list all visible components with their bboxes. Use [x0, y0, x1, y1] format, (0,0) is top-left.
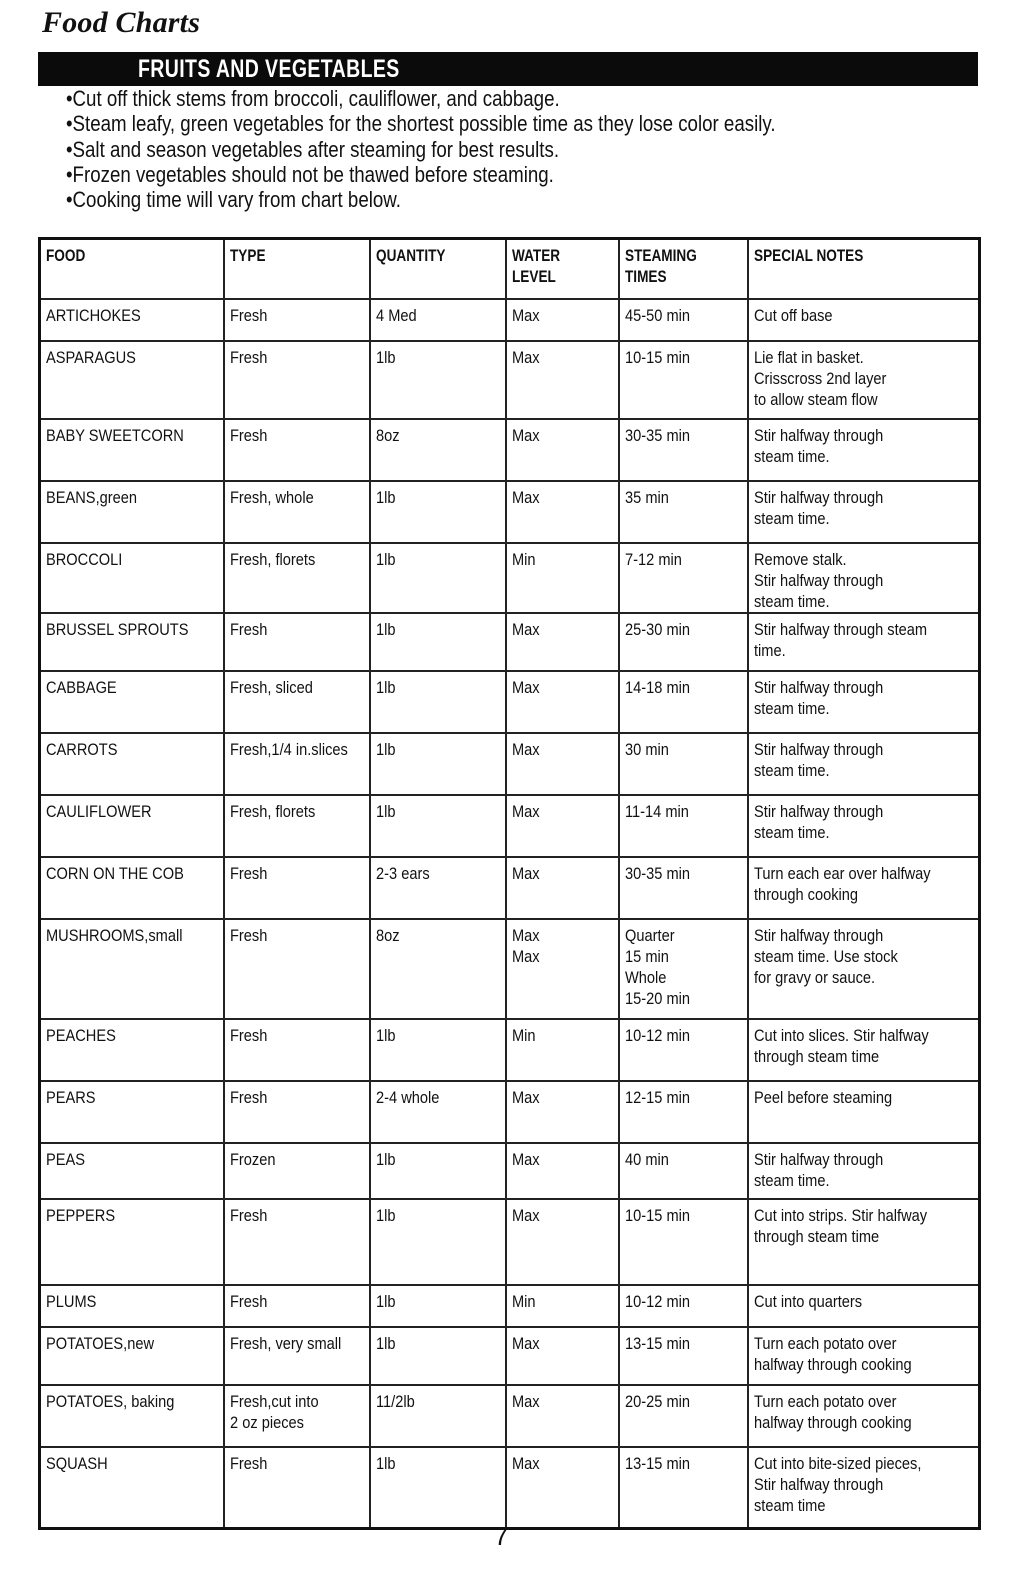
cell-special-notes	[748, 1385, 980, 1447]
cell-food	[40, 1327, 224, 1385]
food-text: CARROTS	[46, 739, 118, 759]
cell-steaming-times	[619, 341, 748, 419]
food-text: PLUMS	[46, 1291, 97, 1311]
cell-special-notes	[748, 481, 980, 543]
cell-type	[224, 857, 370, 919]
header-label: TYPE	[229, 246, 266, 265]
cell-water-level	[506, 671, 619, 733]
cell-steaming-times	[619, 1081, 748, 1143]
water-level-text: Max	[511, 425, 540, 445]
cell-steaming-times	[619, 419, 748, 481]
steaming-chart-table	[38, 237, 981, 1530]
cell-food	[40, 795, 224, 857]
type-text: Fresh, very small	[229, 1333, 341, 1353]
cell-quantity	[370, 299, 506, 341]
cell-steaming-times	[619, 795, 748, 857]
water-level-text: Max	[511, 1205, 540, 1225]
quantity-text: 1lb	[375, 1291, 396, 1311]
tip-item: • Cooking time will vary from chart below.	[66, 187, 776, 212]
food-text: SQUASH	[46, 1453, 108, 1473]
special-notes-text: Turn each potato over halfway through cooking	[753, 1391, 912, 1432]
water-level-text: Max	[511, 801, 540, 821]
table-header-row	[40, 239, 980, 299]
type-text: Fresh,1/4 in.slices	[229, 739, 348, 759]
special-notes-text: Peel before steaming	[753, 1087, 892, 1107]
table-row	[40, 1285, 980, 1327]
food-text: PEARS	[46, 1087, 96, 1107]
special-notes-text: Cut into slices. Stir halfway through steam time	[753, 1025, 929, 1066]
water-level-text: Max	[511, 1453, 540, 1473]
type-text: Fresh, sliced	[229, 677, 313, 697]
steaming-times-text: 30-35 min	[624, 425, 690, 445]
cell-quantity	[370, 671, 506, 733]
cell-special-notes	[748, 1199, 980, 1285]
cell-special-notes	[748, 341, 980, 419]
cell-quantity	[370, 1327, 506, 1385]
cell-quantity	[370, 1447, 506, 1529]
table-row	[40, 341, 980, 419]
cell-special-notes	[748, 1447, 980, 1529]
steaming-times-text: 13-15 min	[624, 1453, 690, 1473]
cell-food	[40, 1019, 224, 1081]
cell-water-level	[506, 1447, 619, 1529]
food-text: PEACHES	[46, 1025, 116, 1045]
cell-food	[40, 671, 224, 733]
special-notes-text: Turn each ear over halfway through cooking	[753, 863, 931, 904]
cell-water-level	[506, 419, 619, 481]
cell-water-level	[506, 1081, 619, 1143]
header-label: WATER LEVEL	[511, 246, 560, 286]
header-label: SPECIAL NOTES	[753, 246, 863, 265]
cell-type	[224, 919, 370, 1019]
quantity-text: 1lb	[375, 1149, 396, 1169]
cell-water-level	[506, 543, 619, 613]
tip-item: • Cut off thick stems from broccoli, cauliflower, and cabbage.	[66, 86, 776, 111]
steaming-times-text: 25-30 min	[624, 619, 690, 639]
type-text: Fresh,cut into 2 oz pieces	[229, 1391, 319, 1432]
food-text: MUSHROOMS,small	[46, 925, 183, 945]
cell-water-level	[506, 1019, 619, 1081]
table-row	[40, 613, 980, 671]
special-notes-text: Stir halfway through steam time.	[753, 739, 883, 780]
table-row	[40, 857, 980, 919]
tip-item: • Salt and season vegetables after steaming for best results.	[66, 137, 776, 162]
cell-water-level	[506, 1385, 619, 1447]
steaming-times-text: 10-12 min	[624, 1291, 690, 1311]
tip-item: • Frozen vegetables should not be thawed before steaming.	[66, 162, 776, 187]
food-text: BEANS,green	[46, 487, 138, 507]
column-header-food	[40, 239, 224, 299]
water-level-text: Max	[511, 863, 540, 883]
cell-water-level	[506, 795, 619, 857]
type-text: Fresh, whole	[229, 487, 314, 507]
water-level-text: Max	[511, 1333, 540, 1353]
steaming-times-text: 30-35 min	[624, 863, 690, 883]
food-text: CORN ON THE COB	[46, 863, 184, 883]
quantity-text: 1lb	[375, 1453, 396, 1473]
special-notes-text: Stir halfway through steam time.	[753, 619, 927, 660]
cell-quantity	[370, 341, 506, 419]
steaming-times-text: 10-12 min	[624, 1025, 690, 1045]
cell-food	[40, 1447, 224, 1529]
quantity-text: 8oz	[375, 925, 400, 945]
quantity-text: 1lb	[375, 487, 396, 507]
type-text: Fresh	[229, 925, 267, 945]
tips-list	[66, 86, 901, 212]
cell-steaming-times	[619, 1385, 748, 1447]
food-text: BABY SWEETCORN	[46, 425, 184, 445]
food-text: CAULIFLOWER	[46, 801, 152, 821]
header-label: FOOD	[46, 246, 86, 265]
food-text: BRUSSEL SPROUTS	[46, 619, 189, 639]
cell-type	[224, 419, 370, 481]
cell-steaming-times	[619, 481, 748, 543]
cell-steaming-times	[619, 671, 748, 733]
special-notes-text: Stir halfway through steam time.	[753, 801, 883, 842]
cell-steaming-times	[619, 733, 748, 795]
type-text: Fresh	[229, 1205, 267, 1225]
cell-steaming-times	[619, 299, 748, 341]
cell-quantity	[370, 481, 506, 543]
cell-type	[224, 1285, 370, 1327]
cell-quantity	[370, 1385, 506, 1447]
type-text: Fresh	[229, 1087, 267, 1107]
water-level-text: Max	[511, 739, 540, 759]
cell-special-notes	[748, 1081, 980, 1143]
cell-type	[224, 1199, 370, 1285]
food-text: PEPPERS	[46, 1205, 116, 1225]
type-text: Fresh	[229, 863, 267, 883]
cell-quantity	[370, 613, 506, 671]
quantity-text: 1lb	[375, 1333, 396, 1353]
cell-water-level	[506, 857, 619, 919]
cell-water-level	[506, 613, 619, 671]
cell-water-level	[506, 919, 619, 1019]
water-level-text: Max	[511, 305, 540, 325]
water-level-text: Max	[511, 487, 540, 507]
cell-water-level	[506, 299, 619, 341]
table-row	[40, 733, 980, 795]
cell-water-level	[506, 1143, 619, 1199]
cell-steaming-times	[619, 857, 748, 919]
cell-food	[40, 733, 224, 795]
quantity-text: 1lb	[375, 739, 396, 759]
cell-quantity	[370, 795, 506, 857]
cell-steaming-times	[619, 1327, 748, 1385]
cell-food	[40, 919, 224, 1019]
cell-type	[224, 1019, 370, 1081]
cell-steaming-times	[619, 1143, 748, 1199]
cell-food	[40, 1199, 224, 1285]
section-banner	[38, 52, 978, 86]
cell-type	[224, 733, 370, 795]
type-text: Fresh	[229, 1025, 267, 1045]
quantity-text: 1lb	[375, 347, 396, 367]
quantity-text: 11/2lb	[375, 1391, 415, 1411]
steaming-times-text: 10-15 min	[624, 347, 690, 367]
type-text: Fresh	[229, 305, 267, 325]
cell-type	[224, 1081, 370, 1143]
tip-item: • Steam leafy, green vegetables for the shortest possible time as they lose color easily.	[66, 111, 776, 136]
cell-quantity	[370, 419, 506, 481]
water-level-text: Min	[511, 1025, 536, 1045]
cell-steaming-times	[619, 613, 748, 671]
cell-food	[40, 1143, 224, 1199]
type-text: Frozen	[229, 1149, 276, 1169]
cell-type	[224, 1385, 370, 1447]
water-level-text: Max Max	[511, 925, 540, 966]
cell-type	[224, 795, 370, 857]
cell-water-level	[506, 481, 619, 543]
table-row	[40, 795, 980, 857]
water-level-text: Min	[511, 1291, 536, 1311]
cell-special-notes	[748, 1143, 980, 1199]
steaming-times-text: 14-18 min	[624, 677, 690, 697]
food-text: POTATOES, baking	[46, 1391, 175, 1411]
type-text: Fresh	[229, 347, 267, 367]
cell-type	[224, 299, 370, 341]
table-row	[40, 481, 980, 543]
water-level-text: Max	[511, 619, 540, 639]
cell-food	[40, 1285, 224, 1327]
cell-special-notes	[748, 919, 980, 1019]
cell-water-level	[506, 1199, 619, 1285]
food-text: ARTICHOKES	[46, 305, 141, 325]
cell-quantity	[370, 1199, 506, 1285]
cell-quantity	[370, 1081, 506, 1143]
quantity-text: 1lb	[375, 549, 396, 569]
food-text: ASPARAGUS	[46, 347, 136, 367]
table-row	[40, 671, 980, 733]
cell-food	[40, 481, 224, 543]
cell-special-notes	[748, 857, 980, 919]
water-level-text: Max	[511, 1087, 540, 1107]
cell-quantity	[370, 857, 506, 919]
cell-steaming-times	[619, 1019, 748, 1081]
table-row	[40, 1019, 980, 1081]
special-notes-text: Stir halfway through steam time.	[753, 677, 883, 718]
cell-type	[224, 1143, 370, 1199]
cell-type	[224, 1447, 370, 1529]
steaming-times-text: 45-50 min	[624, 305, 690, 325]
special-notes-text: Turn each potato over halfway through cooking	[753, 1333, 912, 1374]
table-row	[40, 419, 980, 481]
type-text: Fresh	[229, 1291, 267, 1311]
cell-type	[224, 481, 370, 543]
special-notes-text: Stir halfway through steam time.	[753, 425, 883, 466]
food-text: BROCCOLI	[46, 549, 123, 569]
column-header-steaming-times	[619, 239, 748, 299]
cell-quantity	[370, 1143, 506, 1199]
special-notes-text: Cut off base	[753, 305, 833, 325]
header-label: QUANTITY	[375, 246, 446, 265]
cell-steaming-times	[619, 919, 748, 1019]
quantity-text: 1lb	[375, 1205, 396, 1225]
cell-food	[40, 613, 224, 671]
table-row	[40, 543, 980, 613]
steaming-times-text: Quarter 15 min Whole 15-20 min	[624, 925, 690, 1008]
table-body	[40, 299, 980, 1529]
steaming-times-text: 30 min	[624, 739, 669, 759]
quantity-text: 1lb	[375, 677, 396, 697]
steaming-times-text: 11-14 min	[624, 801, 689, 821]
cell-quantity	[370, 919, 506, 1019]
special-notes-text: Cut into bite-sized pieces, Stir halfway through steam time	[753, 1453, 921, 1515]
cell-special-notes	[748, 543, 980, 613]
page-title: Food Charts	[42, 6, 201, 39]
cell-water-level	[506, 1285, 619, 1327]
type-text: Fresh	[229, 1453, 267, 1473]
special-notes-text: Remove stalk. Stir halfway through steam time.	[753, 549, 883, 611]
quantity-text: 2-3 ears	[375, 863, 430, 883]
cell-quantity	[370, 1285, 506, 1327]
steaming-times-text: 13-15 min	[624, 1333, 690, 1353]
quantity-text: 1lb	[375, 1025, 396, 1045]
table-row	[40, 299, 980, 341]
cell-special-notes	[748, 671, 980, 733]
cell-food	[40, 1081, 224, 1143]
cell-food	[40, 1385, 224, 1447]
steaming-times-text: 10-15 min	[624, 1205, 690, 1225]
food-text: PEAS	[46, 1149, 86, 1169]
type-text: Fresh, florets	[229, 549, 315, 569]
table-row	[40, 1327, 980, 1385]
table-row	[40, 1385, 980, 1447]
page-number: 7	[494, 1521, 509, 1551]
water-level-text: Max	[511, 347, 540, 367]
cell-steaming-times	[619, 1447, 748, 1529]
cell-water-level	[506, 341, 619, 419]
table-row	[40, 919, 980, 1019]
food-text: POTATOES,new	[46, 1333, 155, 1353]
cell-water-level	[506, 733, 619, 795]
column-header-water-level	[506, 239, 619, 299]
type-text: Fresh, florets	[229, 801, 315, 821]
column-header-type	[224, 239, 370, 299]
steaming-times-text: 7-12 min	[624, 549, 682, 569]
cell-special-notes	[748, 795, 980, 857]
water-level-text: Max	[511, 1149, 540, 1169]
cell-type	[224, 613, 370, 671]
cell-special-notes	[748, 613, 980, 671]
steaming-times-text: 12-15 min	[624, 1087, 690, 1107]
cell-steaming-times	[619, 1199, 748, 1285]
cell-steaming-times	[619, 543, 748, 613]
special-notes-text: Stir halfway through steam time. Use stock for gravy or sauce.	[753, 925, 898, 987]
table-row	[40, 1143, 980, 1199]
cell-food	[40, 857, 224, 919]
cell-special-notes	[748, 1327, 980, 1385]
food-text: CABBAGE	[46, 677, 117, 697]
table-row	[40, 1447, 980, 1529]
section-heading: FRUITS AND VEGETABLES	[138, 55, 400, 83]
cell-special-notes	[748, 1285, 980, 1327]
cell-special-notes	[748, 299, 980, 341]
special-notes-text: Lie flat in basket. Crisscross 2nd layer to allow steam flow	[753, 347, 886, 409]
quantity-text: 1lb	[375, 619, 396, 639]
quantity-text: 1lb	[375, 801, 396, 821]
steaming-times-text: 40 min	[624, 1149, 669, 1169]
cell-food	[40, 419, 224, 481]
type-text: Fresh	[229, 619, 267, 639]
table-row	[40, 1081, 980, 1143]
cell-food	[40, 299, 224, 341]
table-row	[40, 1199, 980, 1285]
cell-quantity	[370, 733, 506, 795]
column-header-quantity	[370, 239, 506, 299]
cell-quantity	[370, 1019, 506, 1081]
special-notes-text: Stir halfway through steam time.	[753, 487, 883, 528]
steaming-times-text: 20-25 min	[624, 1391, 690, 1411]
quantity-text: 2-4 whole	[375, 1087, 439, 1107]
cell-special-notes	[748, 733, 980, 795]
cell-quantity	[370, 543, 506, 613]
cell-special-notes	[748, 419, 980, 481]
water-level-text: Min	[511, 549, 536, 569]
cell-special-notes	[748, 1019, 980, 1081]
steaming-times-text: 35 min	[624, 487, 669, 507]
cell-food	[40, 341, 224, 419]
quantity-text: 8oz	[375, 425, 400, 445]
cell-type	[224, 1327, 370, 1385]
special-notes-text: Cut into strips. Stir halfway through steam time	[753, 1205, 927, 1246]
water-level-text: Max	[511, 677, 540, 697]
header-label: STEAMING TIMES	[624, 246, 697, 286]
cell-type	[224, 671, 370, 733]
cell-steaming-times	[619, 1285, 748, 1327]
type-text: Fresh	[229, 425, 267, 445]
cell-food	[40, 543, 224, 613]
quantity-text: 4 Med	[375, 305, 417, 325]
column-header-special-notes	[748, 239, 980, 299]
cell-type	[224, 543, 370, 613]
cell-type	[224, 341, 370, 419]
water-level-text: Max	[511, 1391, 540, 1411]
special-notes-text: Cut into quarters	[753, 1291, 862, 1311]
cell-water-level	[506, 1327, 619, 1385]
special-notes-text: Stir halfway through steam time.	[753, 1149, 883, 1190]
